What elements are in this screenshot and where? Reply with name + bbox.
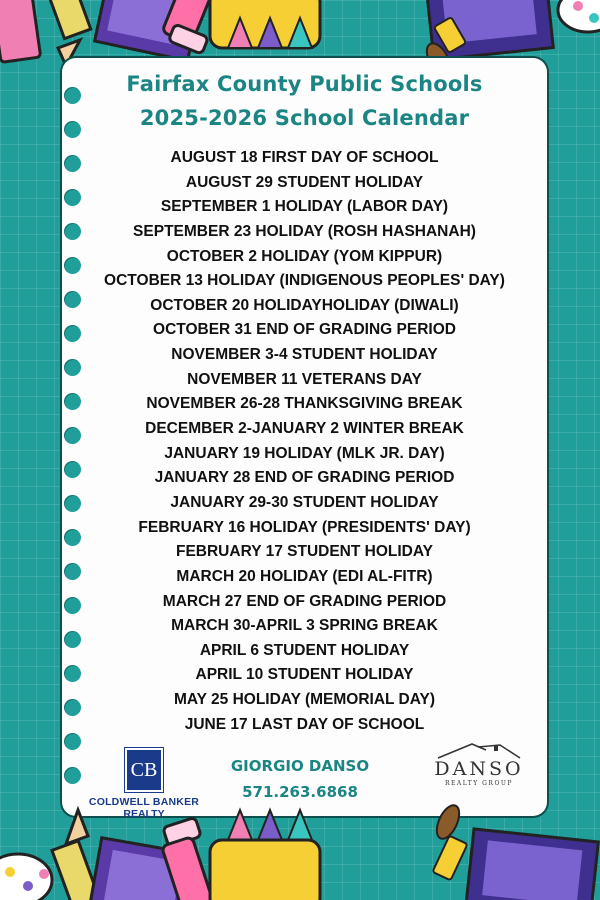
calendar-event: NOVEMBER 26-28 THANKSGIVING BREAK bbox=[146, 395, 463, 413]
page-title: Fairfax County Public Schools bbox=[126, 72, 483, 96]
calendar-event: NOVEMBER 3-4 STUDENT HOLIDAY bbox=[171, 346, 438, 364]
calendar-event: JANUARY 28 END OF GRADING PERIOD bbox=[154, 469, 455, 487]
pencil-cup-icon bbox=[210, 0, 320, 48]
calendar-event: AUGUST 29 STUDENT HOLIDAY bbox=[185, 173, 424, 191]
danso-realty-logo bbox=[420, 742, 538, 787]
crayon-icon bbox=[0, 0, 41, 62]
calendar-event: JANUARY 29-30 STUDENT HOLIDAY bbox=[170, 493, 439, 511]
calendar-event: OCTOBER 2 HOLIDAY (YOM KIPPUR) bbox=[166, 247, 443, 265]
binder-hole bbox=[64, 767, 81, 784]
calendar-event: AUGUST 18 FIRST DAY OF SCHOOL bbox=[170, 149, 439, 166]
calendar-event: OCTOBER 20 HOLIDAYHOLIDAY (DIWALI) bbox=[150, 296, 459, 314]
calendar-event: OCTOBER 31 END OF GRADING PERIOD bbox=[153, 321, 456, 339]
calendar-event: APRIL 6 STUDENT HOLIDAY bbox=[199, 641, 410, 659]
calendar-event: FEBRUARY 16 HOLIDAY (PRESIDENTS' DAY) bbox=[138, 518, 471, 536]
calendar-event: MARCH 20 HOLIDAY (EDI AL-FITR) bbox=[176, 567, 433, 585]
calendar-event: MARCH 27 END OF GRADING PERIOD bbox=[162, 592, 447, 610]
group-name: DANSO bbox=[434, 758, 524, 780]
cb-monogram: CB bbox=[125, 748, 163, 792]
group-sub: REALTY GROUP bbox=[445, 780, 513, 787]
pencil-cup-icon bbox=[210, 810, 320, 900]
calendar-event: JUNE 17 LAST DAY OF SCHOOL bbox=[184, 715, 425, 733]
calendar-event: OCTOBER 13 HOLIDAY (INDIGENOUS PEOPLES' DAY) bbox=[104, 272, 505, 290]
paintbrush-icon bbox=[432, 802, 467, 880]
calendar-event: DECEMBER 2-JANUARY 2 WINTER BREAK bbox=[145, 420, 464, 438]
agent-name: GIORGIO DANSO bbox=[230, 757, 370, 775]
agent-phone[interactable]: 571.263.6868 bbox=[242, 783, 358, 801]
brokerage-sub: REALTY bbox=[123, 808, 165, 820]
agent-contact bbox=[215, 757, 385, 801]
calendar-event: FEBRUARY 17 STUDENT HOLIDAY bbox=[175, 543, 434, 561]
pencil-icon bbox=[46, 0, 91, 66]
calendar-event: NOVEMBER 11 VETERANS DAY bbox=[187, 370, 422, 388]
brokerage-name: COLDWELL BANKER bbox=[88, 796, 200, 808]
calendar-event: APRIL 10 STUDENT HOLIDAY bbox=[195, 666, 414, 684]
school-supplies-decoration-bottom bbox=[0, 800, 600, 900]
page-subtitle: 2025-2026 School Calendar bbox=[139, 106, 470, 130]
palette-icon bbox=[0, 854, 52, 900]
calendar-event: JANUARY 19 HOLIDAY (MLK JR. DAY) bbox=[164, 444, 445, 462]
palette-icon bbox=[558, 0, 600, 32]
event-list bbox=[62, 146, 547, 737]
calendar-event: SEPTEMBER 1 HOLIDAY (LABOR DAY) bbox=[160, 198, 449, 216]
calendar-event: SEPTEMBER 23 HOLIDAY (ROSH HASHANAH) bbox=[133, 222, 476, 240]
notebook-icon bbox=[466, 829, 598, 900]
calendar-event: MARCH 30-APRIL 3 SPRING BREAK bbox=[171, 617, 438, 635]
calendar-event: MAY 25 HOLIDAY (MEMORIAL DAY) bbox=[173, 691, 436, 709]
